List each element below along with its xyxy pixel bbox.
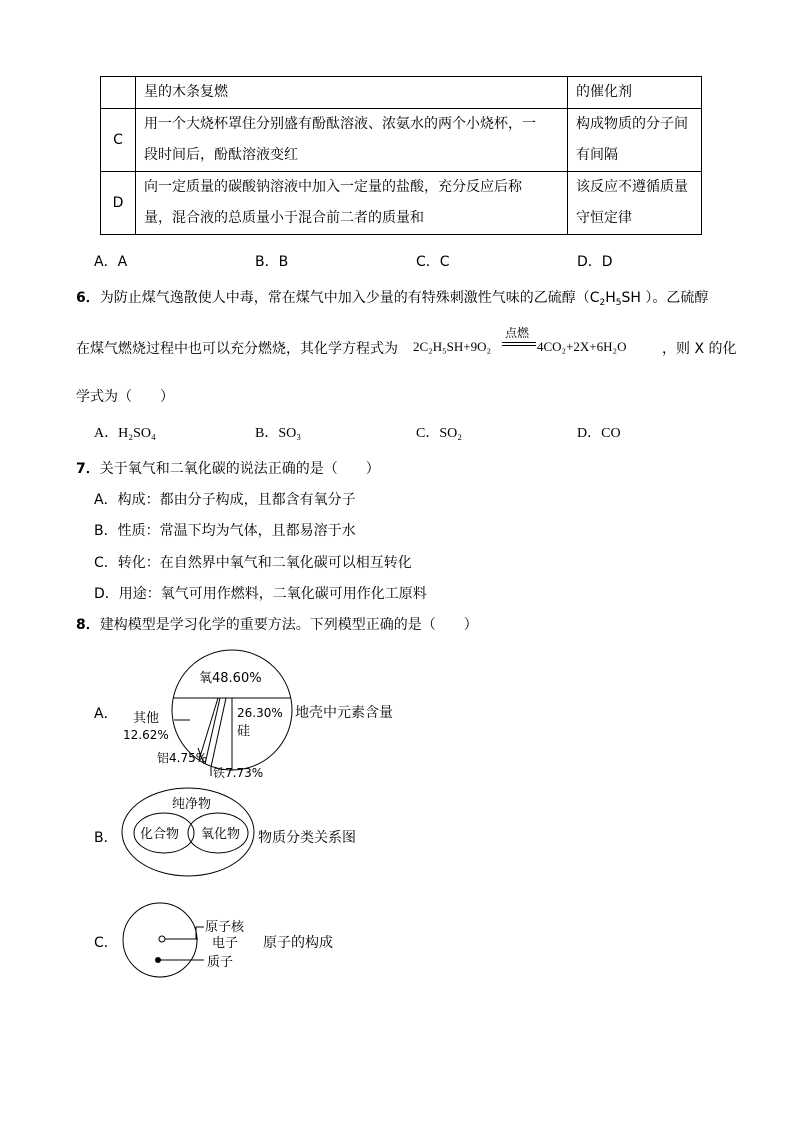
question-number: 6． [76, 290, 100, 306]
row-label: D [101, 172, 136, 235]
equals-line-bottom [502, 345, 536, 346]
q8-stem: 8．建构模型是学习化学的重要方法。下列模型正确的是（ ） [76, 617, 478, 633]
question-number: 8． [76, 617, 100, 633]
q7-option-a[interactable]: A．构成：都由分子构成，且都含有氧分子 [94, 492, 356, 508]
q5-option-a[interactable]: A．A [94, 254, 128, 270]
pie-slice-line [205, 698, 220, 764]
q6-line2-start: 在煤气燃烧过程中也可以充分燃烧，其化学方程式为 [76, 341, 398, 357]
classification-caption: 物质分类关系图 [258, 830, 356, 846]
row-conclusion: 该反应不遵循质量 守恒定律 [567, 172, 701, 235]
q5-option-d[interactable]: D．D [577, 254, 613, 270]
nucleus-label: 原子核 [205, 920, 245, 935]
q6-line1: 6．为防止煤气逸散使人中毒，常在煤气中加入少量的有特殊刺激性气味的乙硫醇（$C_2H_5SH$ ）。乙硫醇 [76, 290, 709, 308]
q6-option-b[interactable]: B．SO₃ [255, 426, 302, 441]
proton-label: 质子 [207, 955, 234, 970]
q6-line2-end: ，则 X 的化 [662, 341, 737, 357]
q7-option-c[interactable]: C．转化：在自然界中氧气和二氧化碳可以相互转化 [94, 555, 412, 571]
q8-option-b[interactable]: B． [94, 830, 118, 846]
proton-dot [155, 957, 161, 963]
row-experiment: 用一个大烧杯罩住分别盛有酚酞溶液、浓氨水的两个小烧杯，一 段时间后，酚酞溶液变红 [136, 109, 568, 172]
earth-crust-caption: 地壳中元素含量 [295, 705, 393, 721]
table-row [101, 172, 702, 235]
electron-label: 电子 [212, 936, 239, 951]
aluminum-label: 铝4.75% [157, 751, 208, 765]
q6-line3: 学式为（ ） [76, 389, 174, 405]
equation-left: 2C₂H₅SH+9O₂ [413, 339, 491, 354]
compound-label: 化合物 [140, 827, 180, 842]
q6-option-a[interactable]: A．H₂SO₄ [94, 426, 156, 441]
table-row [101, 109, 702, 172]
q6-option-c[interactable]: C．SO₂ [416, 426, 463, 441]
pie-slice-line [211, 698, 226, 767]
classification-diagram [120, 785, 260, 880]
silicon-pct-label: 26.30% [237, 706, 283, 720]
row-experiment: 星的木条复燃 [136, 77, 568, 109]
reaction-condition: 点燃 [505, 326, 530, 340]
row-label: C [101, 109, 136, 172]
atom-caption: 原子的构成 [263, 935, 333, 951]
q8-option-a[interactable]: A． [94, 706, 118, 722]
nucleus-dot [159, 936, 165, 942]
silicon-label: 硅 [237, 724, 251, 739]
q5-option-c[interactable]: C．C [416, 254, 450, 270]
q7-option-d[interactable]: D．用途：氧气可用作燃料，二氧化碳可用作化工原料 [94, 586, 427, 602]
q7-option-b[interactable]: B．性质：常温下均为气体，且都易溶于水 [94, 523, 356, 539]
iron-label: 铁7.73% [213, 766, 264, 780]
row-experiment: 向一定质量的碳酸钠溶液中加入一定量的盐酸，充分反应后称 量，混合液的总质量小于混合前二者的质量和 [136, 172, 568, 235]
table-row [101, 77, 702, 109]
equation-right: 4CO₂+2X+6H₂O [537, 339, 627, 354]
q5-option-b[interactable]: B．B [255, 254, 289, 270]
oxygen-label: 氧48.60% [199, 671, 262, 686]
others-label: 其他 [133, 711, 160, 726]
pure-substance-label: 纯净物 [172, 797, 212, 812]
q6-option-d[interactable]: D．CO [577, 426, 621, 441]
oxide-label: 氧化物 [201, 827, 241, 842]
row-conclusion: 的催化剂 [567, 77, 701, 109]
others-pct-label: 12.62% [123, 728, 169, 742]
q7-stem: 7．关于氧气和二氧化碳的说法正确的是（ ） [76, 461, 380, 477]
atom-structure-diagram [118, 900, 278, 980]
row-conclusion: 构成物质的分子间 有间隔 [567, 109, 701, 172]
row-label [101, 77, 136, 109]
q8-option-c[interactable]: C． [94, 935, 118, 951]
equals-line-top [502, 342, 536, 343]
q5-table [100, 76, 702, 235]
question-number: 7． [76, 461, 100, 477]
